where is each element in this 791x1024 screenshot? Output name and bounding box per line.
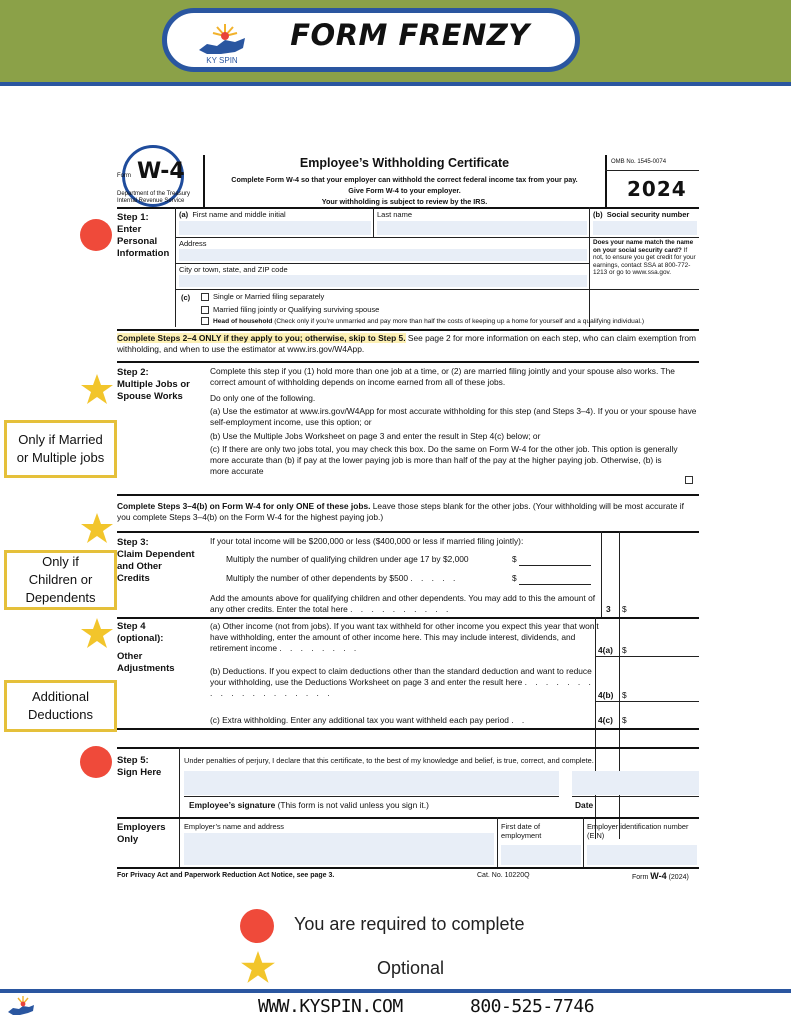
ssn-match-note: Does your name match the name on your social security card? [593,239,694,254]
required-dot-step5 [80,746,112,778]
first-date-field[interactable] [501,845,581,865]
legend-required-dot [240,909,274,943]
form-subtitle-3: Your withholding is subject to review by the IRS. [321,197,488,206]
step2-name: Multiple Jobs or Spouse Works [117,379,190,402]
ssn-field[interactable] [593,221,697,235]
optional-star-step2 [80,373,114,407]
employers-label: Employers Only [117,822,166,845]
note-married-multiple-jobs: Only if Married or Multiple jobs [4,420,117,478]
required-dot-step1 [80,219,112,251]
step3-dependents-dollar: $ [512,573,517,583]
step3-dependents-line: Multiply the number of other dependents by $500 [226,573,409,583]
privacy-notice: For Privacy Act and Paperwork Reduction Act Notice, see page 3. [117,872,335,879]
step5-label: Step 5: [117,755,149,766]
box-4c-dollar: $ [622,715,627,725]
step4-optional: (optional): [117,633,164,644]
box-3-dollar: $ [622,604,627,614]
step2-label: Step 2: [117,367,149,378]
box-4b-dollar: $ [622,690,627,700]
step4-c-text: (c) Extra withholding. Enter any additional tax you want withheld each pay period [210,715,509,725]
step2-option-b: (b) Use the Multiple Jobs Worksheet on page 3 and enter the result in Step 4(c) below; or [210,431,541,441]
hoh-help: (Check only if you’re unmarried and pay more than half the costs of keeping up a home for yourself and a qualifying individual.) [274,318,645,325]
w4-form: Form W-4 Department of the Treasury Internal Revenue Service Employee’s Withholding Certificate Complete Form W-4 so that your employer can withhold the correct federal income tax from your pay. Give Form W-4 to your employer. Your withholding is subject to review by the IRS. OMB No. 1545-0074 2024 Step 1: Enter Personal Information (a) First name and middle initial Last name (b) Social security number Address City or town, state, and ZIP code Does your name match the name on your social security card? If not, to ensure you get credit for your earnings, contact SSA at 800-772-1213 or go to www.ssa.gov. (c) Single or Married filing separately Married filing jointly or Qualifying surviving spouse Head of household (Check only if you’re unmarried and pay more than half the costs of keeping up a home for yourself and a qualifying individual.) Complete Steps 2–4 ONLY if they apply to you; otherwise, skip to Step 5. See page 2 for more information on each step, who can claim exemption from withholding, and when to use the estimator at www.irs.gov/W4App. Step 2: Multiple Jobs or Spouse Works Complete this step if you (1) hold more than one job at a time, or (2) are married filing jointly and your spouse also works. The correct amount of withholding depends on income earned from all of these jobs. Do only one of the following. (a) Use the estimator at www.irs.gov/W4App for most accurate withholding for this step (and Steps 3–4). If you or your spouse have self-employment income, use this option; or (b) Use the Multiple Jobs Worksheet on page 3 and enter the result in Step 4(c) below; or (c) If there are only two jobs total, you may check this box. Do the same on Form W-4 for the other job. This option is generally more accurate than (b) if pay at the lower paying job is more than half of the pay at the higher paying job. Otherwise, (b) is more accurate Complete Steps 3–4(b) on Form W-4 for only ONE of these jobs. Leave those steps blank for the other jobs. (Your withholding will be most accurate if you complete Steps 3–4(b) on the Form W-4 for the highest paying job.) Step 3: Claim Dependent and Other Credits If your total income will be $200,000 or less ($400,000 or less if married filing jointly): Multiply the number of qualifying children under age 17 by $2,000 $ Multiply the number of other dependents by $500 . . . . . $ Add the amounts above for qualifying children and other dependents. You may add to this the amount of any other credits. Enter the total here . . . . . . . . . . 3 $ Step 4 (optional): Other Adjustments (a) Other income (not from jobs). If you want tax withheld for other income you expect this year that won’t have withholding, enter the amount of other income here. This may include interest, dividends, and retirement income . . . . . . . . 4(a) $ (b) Deductions. If you expect to claim deductions other than the standard deduction and want to reduce your withholding, use the Deductions Worksheet on page 3 and enter the result here . . . . . . . . . . . . . . . . . . . 4(b) $ (c) Extra withholding. Enter any additional tax you want withheld each pay period . . 4(c) $ Step 5: Sign Here Under penalties of perjury, I declare that this certificate, to the best of my knowledge and belief, is true, correct, and complete. Employee’s signature (This form is not valid unless you sign it.) Date Employers Only Employer’s name and address First date of employment Employer identification number (EIN) For Privacy Act and Paperwork Reduction Act Notice, see page 3. Cat. No. 10220Q Form W-4 (2024) [117,155,699,885]
ein-field[interactable] [587,845,697,865]
address-label: Address [179,239,207,248]
step4-a-text: (a) Other income (not from jobs). If you want tax withheld for other income you expect this year that won’t have withholding, enter the amount of other income here. This may include interest, dividends, and retirement income [210,621,599,653]
note-additional-deductions: Additional Deductions [4,680,117,732]
field-c-marker: (c) [181,293,191,302]
legend-optional-star [240,950,276,986]
last-name-field[interactable] [377,221,587,235]
hoh-checkbox[interactable] [201,317,209,325]
legend-optional-text: Optional [377,958,445,978]
form-subtitle-2: Give Form W-4 to your employer. [348,186,461,195]
joint-checkbox[interactable] [201,306,209,314]
field-a-marker: (a) [179,210,189,219]
city-field[interactable] [179,275,587,287]
field-b-marker: (b) [593,210,603,219]
signature-field[interactable] [184,771,559,795]
optional-star-step4 [80,617,114,651]
first-name-field[interactable] [179,221,371,235]
footer-website[interactable]: WWW.KYSPIN.COM [258,996,403,1017]
single-checkbox[interactable] [201,293,209,301]
steps-notice-2 [117,501,699,523]
two-jobs-checkbox[interactable] [685,476,693,484]
ssn-label: Social security number [606,210,690,219]
joint-label: Married filing jointly or Qualifying surviving spouse [213,304,380,314]
box-4b-label: 4(b) [598,690,614,700]
step2-do-one: Do only one of the following. [210,393,316,403]
header-divider [0,82,791,86]
steps-notice [117,333,699,355]
steps-notice-bold: Complete Steps 2–4 ONLY if they apply to you; otherwise, skip to Step 5. [117,333,406,343]
form-footer-id: Form W-4 (2024) [632,871,689,881]
step3-children-dollar: $ [512,554,517,564]
legend-required-text: You are required to complete [294,914,525,934]
step4-b-text: (b) Deductions. If you expect to claim deductions other than the standard deduction and want to reduce your withholding, use the Deductions Worksheet on page 3 and enter the result here [210,666,592,687]
ssn-match-help: If not, to ensure you get credit for your earnings, contact SSA at 800-772-1213 or go to www.ssa.gov. [593,246,696,277]
page-title: FORM FRENZY [290,18,530,52]
footer-logo-icon [6,994,36,1020]
step2-option-c: (c) If there are only two jobs total, you may check this box. Do the same on Form W-4 for the other job. This option is generally more accurate than (b) if pay at the lower paying job is more than half of the pay at the higher paying job. Otherwise, (b) is more accurate [210,444,678,476]
filing-hoh-option[interactable] [201,316,644,329]
step1-label: Step 1: [117,212,149,223]
employer-name-field[interactable] [184,833,494,865]
box-4a-label: 4(a) [598,645,613,655]
step4-label: Step 4 [117,621,146,632]
omb-number: OMB No. 1545-0074 [611,159,667,165]
children-amount-field[interactable] [519,565,591,566]
last-name-label: Last name [377,210,413,219]
footer-phone[interactable]: 800-525-7746 [470,996,595,1017]
step2-option-a: (a) Use the estimator at www.irs.gov/W4App for most accurate withholding for this step (and Steps 3–4). If you or your spouse have self-employment income, use this option; or [210,406,697,427]
optional-star-step3 [80,512,114,546]
step3-total-text: Add the amounts above for qualifying children and other dependents. You may add to this the amount of any other credits. Enter the total here [210,593,596,614]
step1-name: Enter Personal Information [117,224,170,259]
step5-penalty: Under penalties of perjury, I declare that this certificate, to the best of my knowledge and belief, is true, correct, and complete. [184,756,594,765]
steps-notice-2-text: Leave those steps blank for the other jobs. (Your withholding will be most accurate if you complete Steps 3–4(b) on the Form W-4 for the highest paying job.) [117,501,684,522]
logo-text: KY SPIN [206,56,238,65]
step3-intro: If your total income will be $200,000 or less ($400,000 or less if married filing jointly): [210,536,524,546]
city-label: City or town, state, and ZIP code [179,265,288,274]
step3-label: Step 3: [117,537,149,548]
steps-notice-2-bold: Complete Steps 3–4(b) on Form W-4 for only ONE of these jobs. [117,501,371,511]
signature-label: Employee’s signature [189,800,276,810]
step3-children-line: Multiply the number of qualifying children under age 17 by $2,000 [226,554,469,564]
date-field[interactable] [572,771,699,795]
note-children-dependents: Only if Children or Dependents [4,550,117,610]
step5-name: Sign Here [117,767,162,778]
filing-single-option[interactable] [201,291,644,304]
form-word: Form [117,173,131,179]
steps-notice-text: See page 2 for more information on each step, who can claim exemption from withholding, and when to use the estimator at www.irs.gov/W4App. [117,333,697,354]
first-name-label: First name and middle initial [192,210,286,219]
form-title: Employee’s Withholding Certificate [299,156,510,170]
first-date-label: First date of employment [501,822,542,840]
form-name: W-4 [137,159,185,184]
footer-divider [0,989,791,993]
form-subtitle-1: Complete Form W-4 so that your employer can withhold the correct federal income tax from your pay. [231,175,578,184]
catalog-number: Cat. No. 10220Q [477,872,530,879]
step2-intro: Complete this step if you (1) hold more than one job at a time, or (2) are married filing jointly and your spouse also works. The correct amount of withholding depends on income earned from all of these jobs. [210,366,675,387]
signature-help: (This form is not valid unless you sign it.) [277,800,429,810]
hoh-label: Head of household [213,318,273,325]
address-field[interactable] [179,249,587,261]
dependents-amount-field[interactable] [519,584,591,585]
step4-name: Other Adjustments [117,651,175,674]
box-3-label: 3 [606,604,611,614]
single-label: Single or Married filing separately [213,292,325,301]
form-year: 2024 [627,177,687,201]
filing-joint-option[interactable] [201,304,644,317]
agency: Department of the Treasury Internal Revenue Service [117,191,191,204]
employer-name-label: Employer’s name and address [184,822,284,831]
step3-name: Claim Dependent and Other Credits [117,549,195,584]
box-4c-label: 4(c) [598,715,613,725]
date-label: Date [575,800,594,810]
box-4a-dollar: $ [622,645,627,655]
ein-label: Employer identification number (EIN) [587,822,689,840]
